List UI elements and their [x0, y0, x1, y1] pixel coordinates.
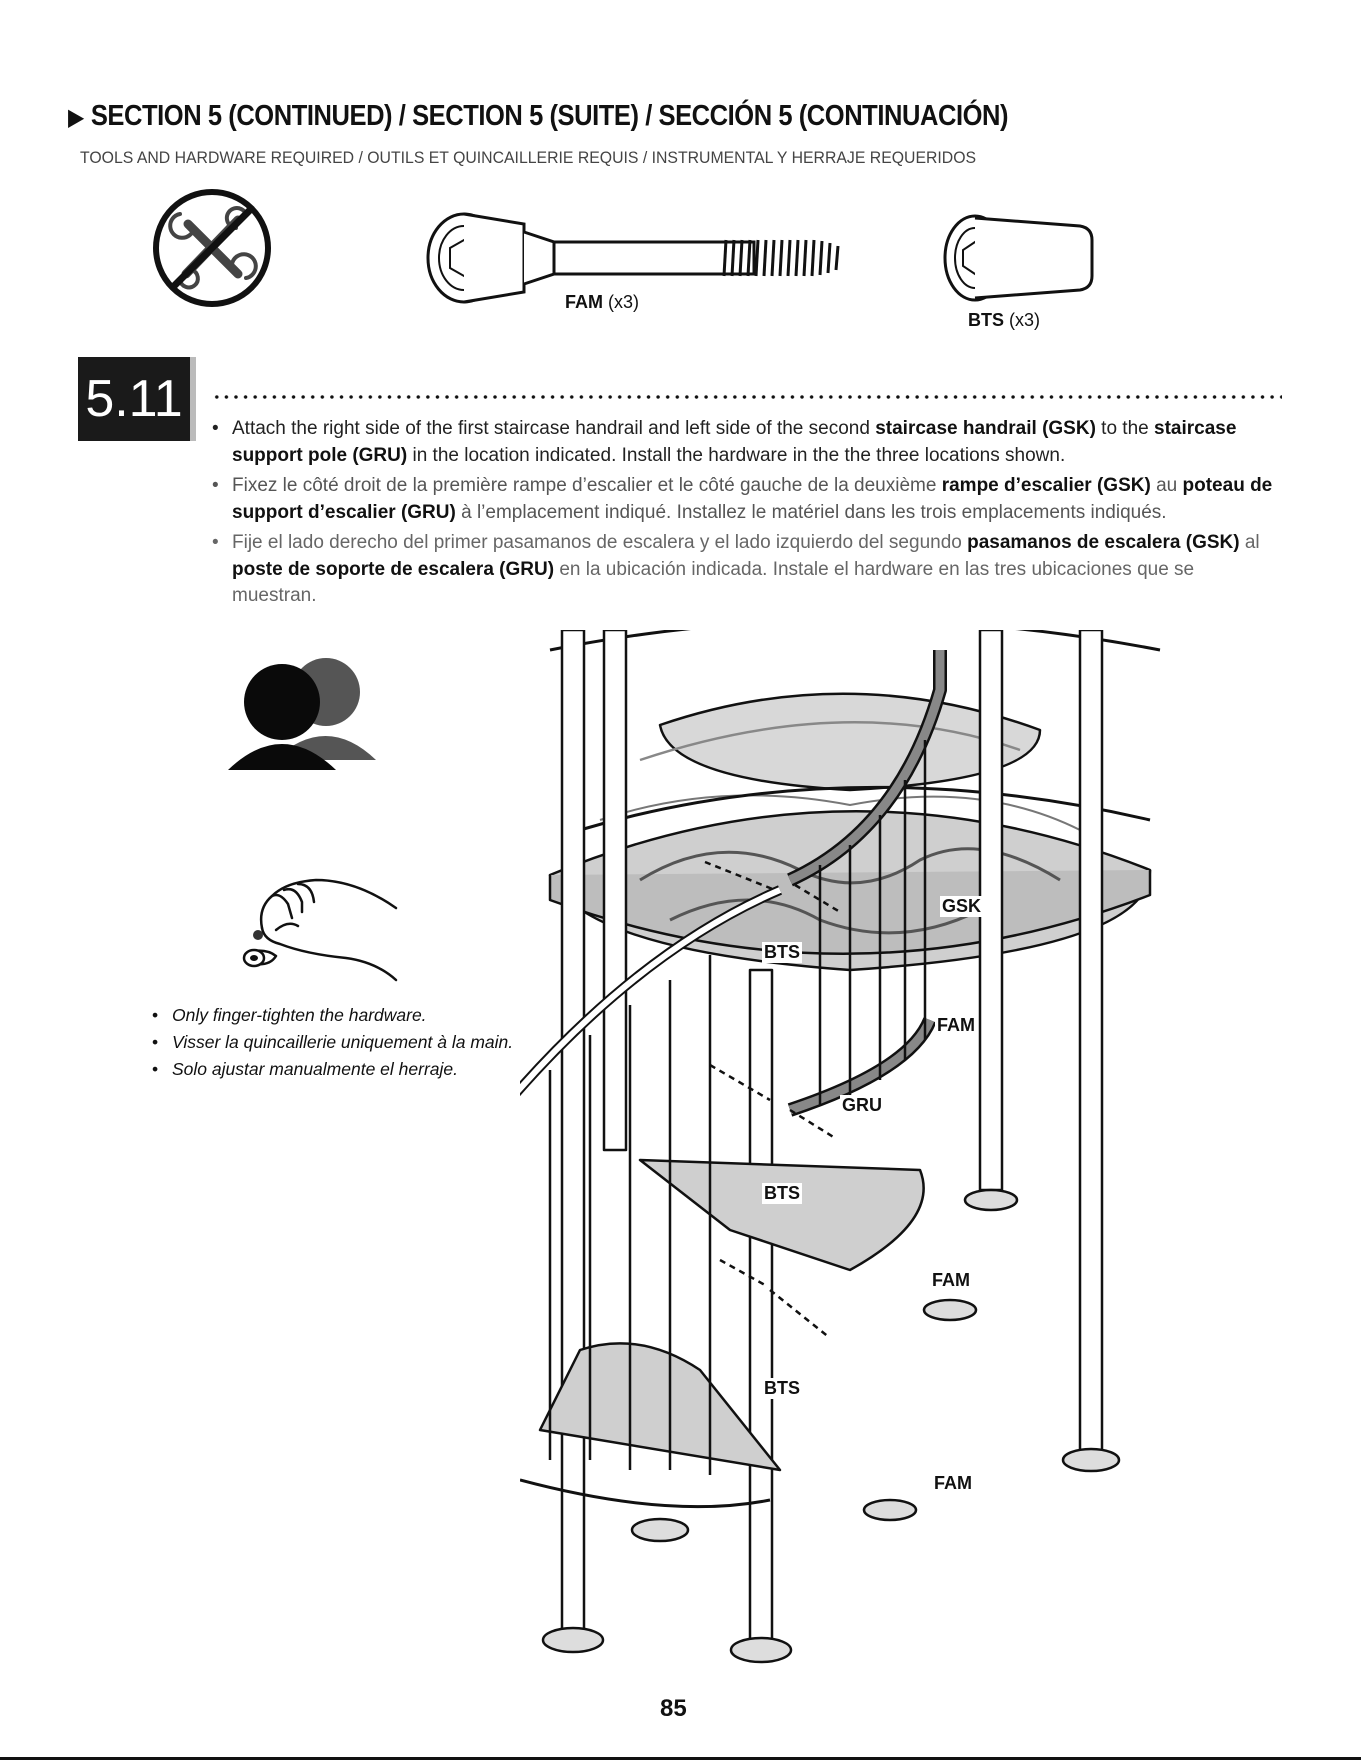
section-title — [68, 100, 1008, 133]
instruction-french: • Fixez le côté droit de la première rampe d’escalier et le côté gauche de la deuxième rampe d’escalier (GSK) au poteau de support d’escalier (GRU) à l’emplacement indiqué. Installez le matériel dans les trois emplacements indiqués. — [212, 473, 1282, 526]
no-tools-icon — [150, 186, 275, 311]
dotted-divider — [212, 394, 1282, 400]
tools-required-line: TOOLS AND HARDWARE REQUIRED / OUTILS ET QUINCAILLERIE REQUIS / INSTRUMENTAL Y HERRAJE REQUERIDOS — [80, 148, 977, 167]
note-spanish: • Solo ajustar manualmente el herraje. — [150, 1056, 530, 1083]
instruction-spanish: • Fije el lado derecho del primer pasamanos de escalera y el lado izquierdo del segundo pasamanos de escalera (GSK) al poste de soporte de escalera (GRU) en la ubicación indicada. Instale el hardware en las tres ubicaciones que se muestran. — [212, 530, 1282, 610]
callout-fam-1: FAM — [937, 1015, 975, 1035]
callout-fam-2: FAM — [932, 1270, 970, 1290]
bottom-rule — [0, 1757, 1361, 1760]
instructions — [212, 416, 1282, 614]
section-title-text: SECTION 5 (CONTINUED) / SECTION 5 (SUITE) / SECCIÓN 5 (CONTINUACIÓN) — [90, 100, 1009, 132]
callout-gsk: GSK — [942, 896, 982, 916]
callout-bts-2: BTS — [764, 1183, 800, 1203]
callout-bts-3: BTS — [764, 1378, 800, 1398]
play-triangle-icon: ▶ — [68, 104, 84, 131]
fam-label: FAM (x3) — [565, 292, 640, 312]
instruction-english: • Attach the right side of the first staircase handrail and left side of the second staircase handrail (GSK) to the staircase support pole (GRU) in the location indicated. Install the hardware in the the three locations shown. — [212, 416, 1282, 469]
callout-fam-3: FAM — [934, 1473, 972, 1493]
page-number: 85 — [660, 1695, 687, 1722]
bts-bolt-icon — [940, 210, 1100, 310]
callout-gru: GRU — [842, 1095, 882, 1115]
two-person-icon — [226, 656, 376, 776]
note-french: • Visser la quincaillerie uniquement à la main. — [150, 1029, 530, 1056]
bts-label: BTS (x3) — [968, 310, 1041, 330]
staircase-assembly-illustration — [520, 630, 1180, 1680]
callout-bts-1: BTS — [764, 942, 800, 962]
finger-tighten-notes — [150, 1002, 530, 1083]
step-number: 5.11 — [78, 357, 196, 441]
note-english: • Only finger-tighten the hardware. — [150, 1002, 530, 1029]
hand-finger-tighten-icon — [236, 868, 406, 988]
